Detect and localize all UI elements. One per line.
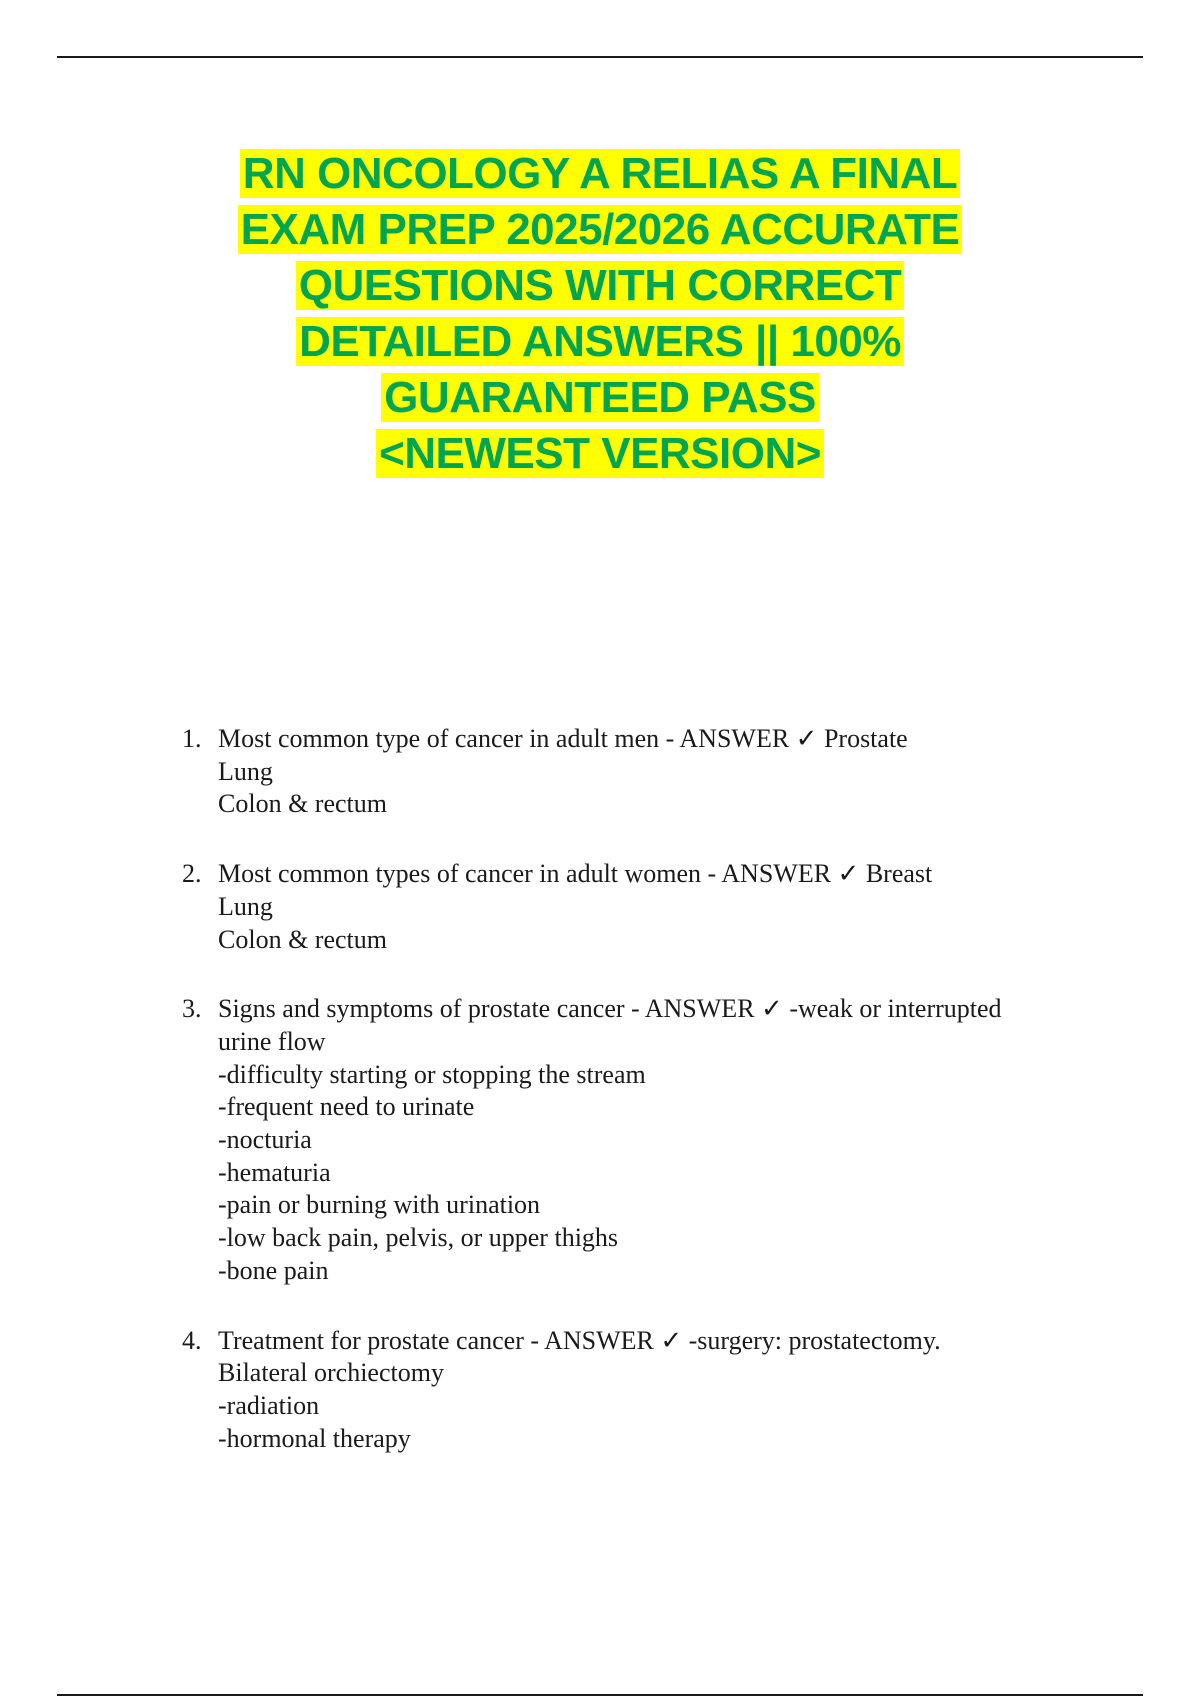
answer-line: -nocturia bbox=[218, 1125, 312, 1155]
question-item bbox=[176, 723, 1096, 821]
bottom-rule bbox=[57, 1694, 1143, 1696]
title-line bbox=[100, 426, 1100, 482]
answer-line: Bilateral orchiectomy bbox=[218, 1358, 444, 1388]
answer-line: Lung bbox=[218, 891, 273, 921]
answer-line: Colon & rectum bbox=[218, 924, 387, 954]
title-line-text: EXAM PREP 2025/2026 ACCURATE bbox=[238, 205, 963, 254]
question-number: 3. bbox=[182, 994, 202, 1024]
question-text: Treatment for prostate cancer - ANSWER ✓ -surgery: prostatectomy. bbox=[218, 1325, 941, 1355]
answer-line: -hematuria bbox=[218, 1157, 331, 1187]
question-number: 4. bbox=[182, 1325, 202, 1355]
answer-line: -hormonal therapy bbox=[218, 1423, 411, 1453]
title-line-text: QUESTIONS WITH CORRECT bbox=[296, 261, 905, 310]
question-list bbox=[176, 723, 1096, 1492]
answer-line: -radiation bbox=[218, 1390, 320, 1420]
title-line-text: RN ONCOLOGY A RELIAS A FINAL bbox=[240, 149, 960, 198]
title-line bbox=[100, 314, 1100, 370]
answer-line: urine flow bbox=[218, 1026, 326, 1056]
question-item bbox=[176, 1325, 1096, 1456]
answer-line: Lung bbox=[218, 756, 273, 786]
question-item bbox=[176, 993, 1096, 1287]
top-rule bbox=[57, 56, 1143, 58]
answer-line: Colon & rectum bbox=[218, 789, 387, 819]
title-line bbox=[100, 146, 1100, 202]
question-text: Signs and symptoms of prostate cancer - ANSWER ✓ -weak or interrupted bbox=[218, 994, 1002, 1024]
title-line bbox=[100, 258, 1100, 314]
answer-line: -frequent need to urinate bbox=[218, 1092, 475, 1122]
answer-line: -bone pain bbox=[218, 1255, 329, 1285]
answer-line: -pain or burning with urination bbox=[218, 1190, 541, 1220]
answer-line: -difficulty starting or stopping the stream bbox=[218, 1059, 646, 1089]
answer-line: -low back pain, pelvis, or upper thighs bbox=[218, 1223, 619, 1253]
document-title bbox=[100, 146, 1100, 482]
title-line-text: GUARANTEED PASS bbox=[381, 373, 819, 422]
question-number: 2. bbox=[182, 859, 202, 889]
question-text: Most common types of cancer in adult women - ANSWER ✓ Breast bbox=[218, 859, 933, 889]
question-item bbox=[176, 858, 1096, 956]
title-line bbox=[100, 370, 1100, 426]
question-text: Most common type of cancer in adult men - ANSWER ✓ Prostate bbox=[218, 724, 908, 753]
title-line-text: <NEWEST VERSION> bbox=[376, 429, 824, 478]
title-line-text: DETAILED ANSWERS || 100% bbox=[296, 317, 904, 366]
question-number: 1. bbox=[182, 724, 202, 753]
title-line bbox=[100, 202, 1100, 258]
